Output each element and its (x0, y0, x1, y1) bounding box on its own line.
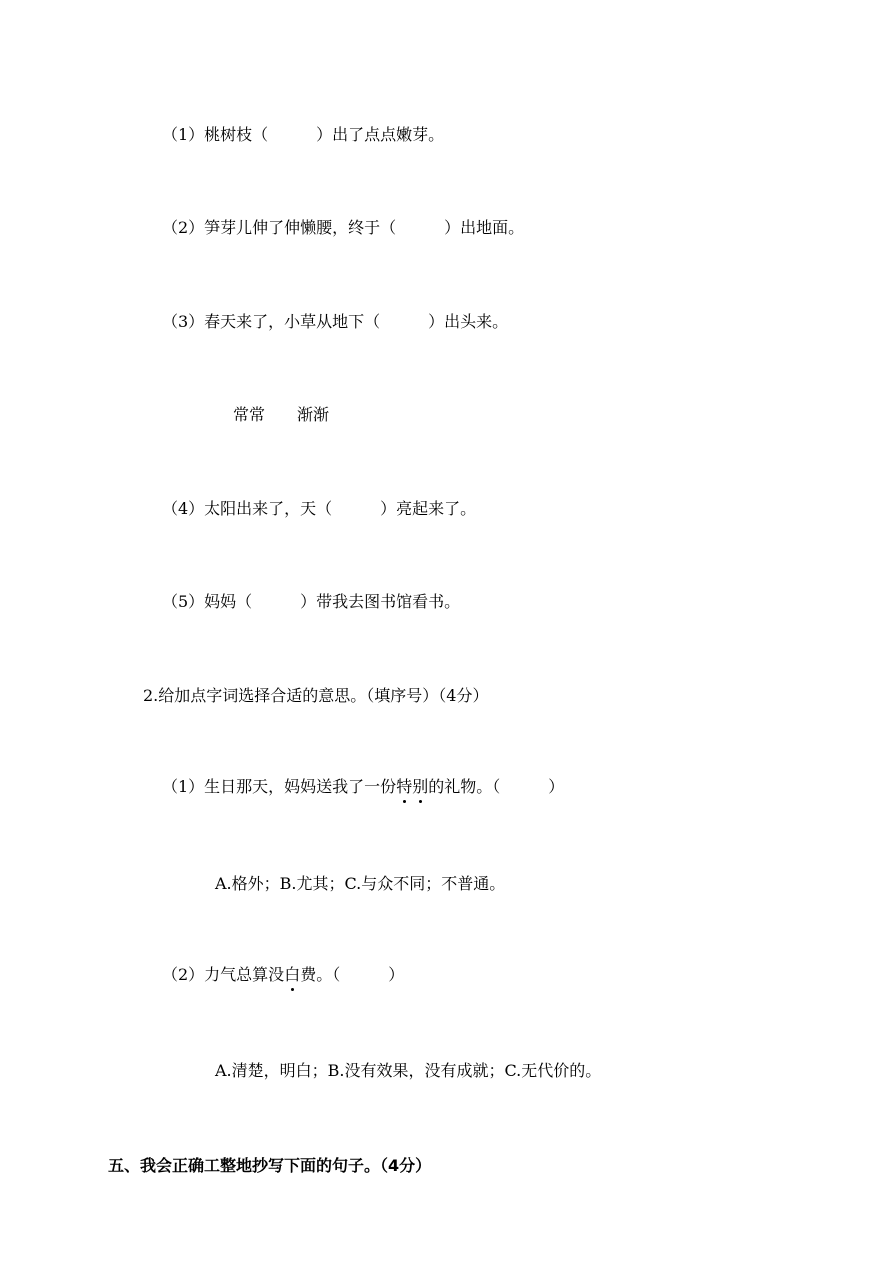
emphasis-char: 别 (412, 777, 429, 796)
emphasis-char: 白 (284, 965, 301, 984)
q2-sentence-1 (162, 776, 564, 798)
q2-s2-before: （2）力气总算没 (162, 965, 285, 984)
section-5-title: 五、我会正确工整地抄写下面的句子。（4分） (108, 1156, 432, 1175)
word-bank: 常常 渐渐 (233, 405, 330, 424)
item-5: （5）妈妈（ ）带我去图书馆看书。 (162, 592, 461, 611)
q2-options-1: A.格外；B.尤其；C.与众不同；不普通。 (215, 874, 506, 893)
emphasis-char: 特 (396, 777, 413, 796)
item-4: （4）太阳出来了，天（ ）亮起来了。 (162, 499, 477, 518)
question-2-title: 2.给加点字词选择合适的意思。（填序号）（4分） (143, 686, 489, 705)
q2-options-2: A.清楚，明白；B.没有效果，没有成就；C.无代价的。 (215, 1061, 602, 1080)
q2-s1-after: 的礼物。（ ） (428, 777, 565, 796)
item-2: （2）笋芽儿伸了伸懒腰，终于（ ）出地面。 (162, 218, 525, 237)
q2-s1-before: （1）生日那天，妈妈送我了一份 (162, 777, 397, 796)
q2-s2-after: 费。（ ） (300, 965, 405, 984)
q2-sentence-2 (162, 964, 404, 986)
item-3: （3）春天来了，小草从地下（ ）出头来。 (162, 312, 509, 331)
item-1: （1）桃树枝（ ）出了点点嫩芽。 (162, 125, 445, 144)
